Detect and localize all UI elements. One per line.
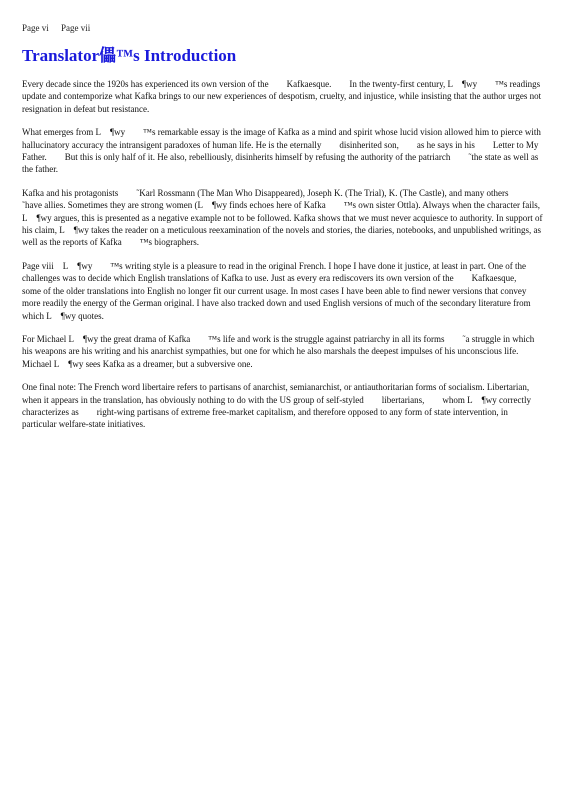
- paragraph-1: Every decade since the 1920s has experienced its own version of the Kafkaesque. In the twenty-first century, L ¶wy ™s readings update and contemporize what Kafka brings to our new experiences of despotism, cruelty, and injustice, while insisting that the author urges not resignation in defeat but resistance.: [22, 79, 542, 114]
- paragraph-5: For Michael L ¶wy the great drama of Kafka ™s life and work is the struggle against patriarchy in all its forms ˜a struggle in which his weapons are his writing and his anarchist sympathies, but one for which he also marshals the deepest impulses of his unconscious life. Michael L ¶wy sees Kafka as a dreamer, but a subversive one.: [22, 333, 535, 369]
- paragraph-6: One final note: The French word libertaire refers to partisans of anarchist, semianarchist, or antiauthoritarian forms of socialism. Libertarian, when it appears in the translation, has obviously nothing to do with the US group of self-styled libertarians, whom L ¶wy correctly characterizes as right-wing partisans of extreme free-market capitalism, and therefore opposed to any form of state intervention, in particular welfare-state initiatives.: [22, 382, 531, 430]
- page-number-left: Page vi: [22, 23, 49, 33]
- paragraph-3: Kafka and his protagonists ˜Karl Rossmann (The Man Who Disappeared), Joseph K. (The Trial), K. (The Castle), and many others ˜have allies. Sometimes they are strong women (L ¶wy finds echoes here of Kafka ™s own sister Ottla). Always when the character fails, L ¶wy argues, this is presented as a negative example not to be followed. Kafka shows that we must never acquiesce to authority. In support of his claim, L ¶wy takes the reader on a meticulous reexamination of the novels and stories, the diaries, notebooks, and unpublished writings, as well as the reports of Kafka ™s biographers.: [22, 187, 543, 248]
- running-head: [22, 22, 543, 34]
- chapter-title: Translator儡™s Introduction: [22, 46, 237, 65]
- paragraph-4: Page viii L ¶wy ™s writing style is a pleasure to read in the original French. I hope I have done it justice, at least in part. One of the challenges was to decide which English translations of Kafka to use. Just as every era rediscovers its own version of the Kafkaesque, some of the older translations into English no longer fit our current usage. In most cases I have been able to find newer versions that convey more readily the energy of the German original. I have also tracked down and used English versions of much of the secondary literature from which L ¶wy quotes.: [22, 260, 535, 321]
- paragraph-2: What emerges from L ¶wy ™s remarkable essay is the image of Kafka as a mind and spirit whose lucid vision allowed him to pierce with hallucinatory accuracy the intransigent paradoxes of human life. He is the eternally disinherited son, as he says in his Letter to My Father. But this is only half of it. He also, rebelliously, disinherits himself by refusing the authority of the patriarch ˜the state as well as the father.: [22, 127, 541, 175]
- page-number-right: Page vii: [61, 23, 91, 33]
